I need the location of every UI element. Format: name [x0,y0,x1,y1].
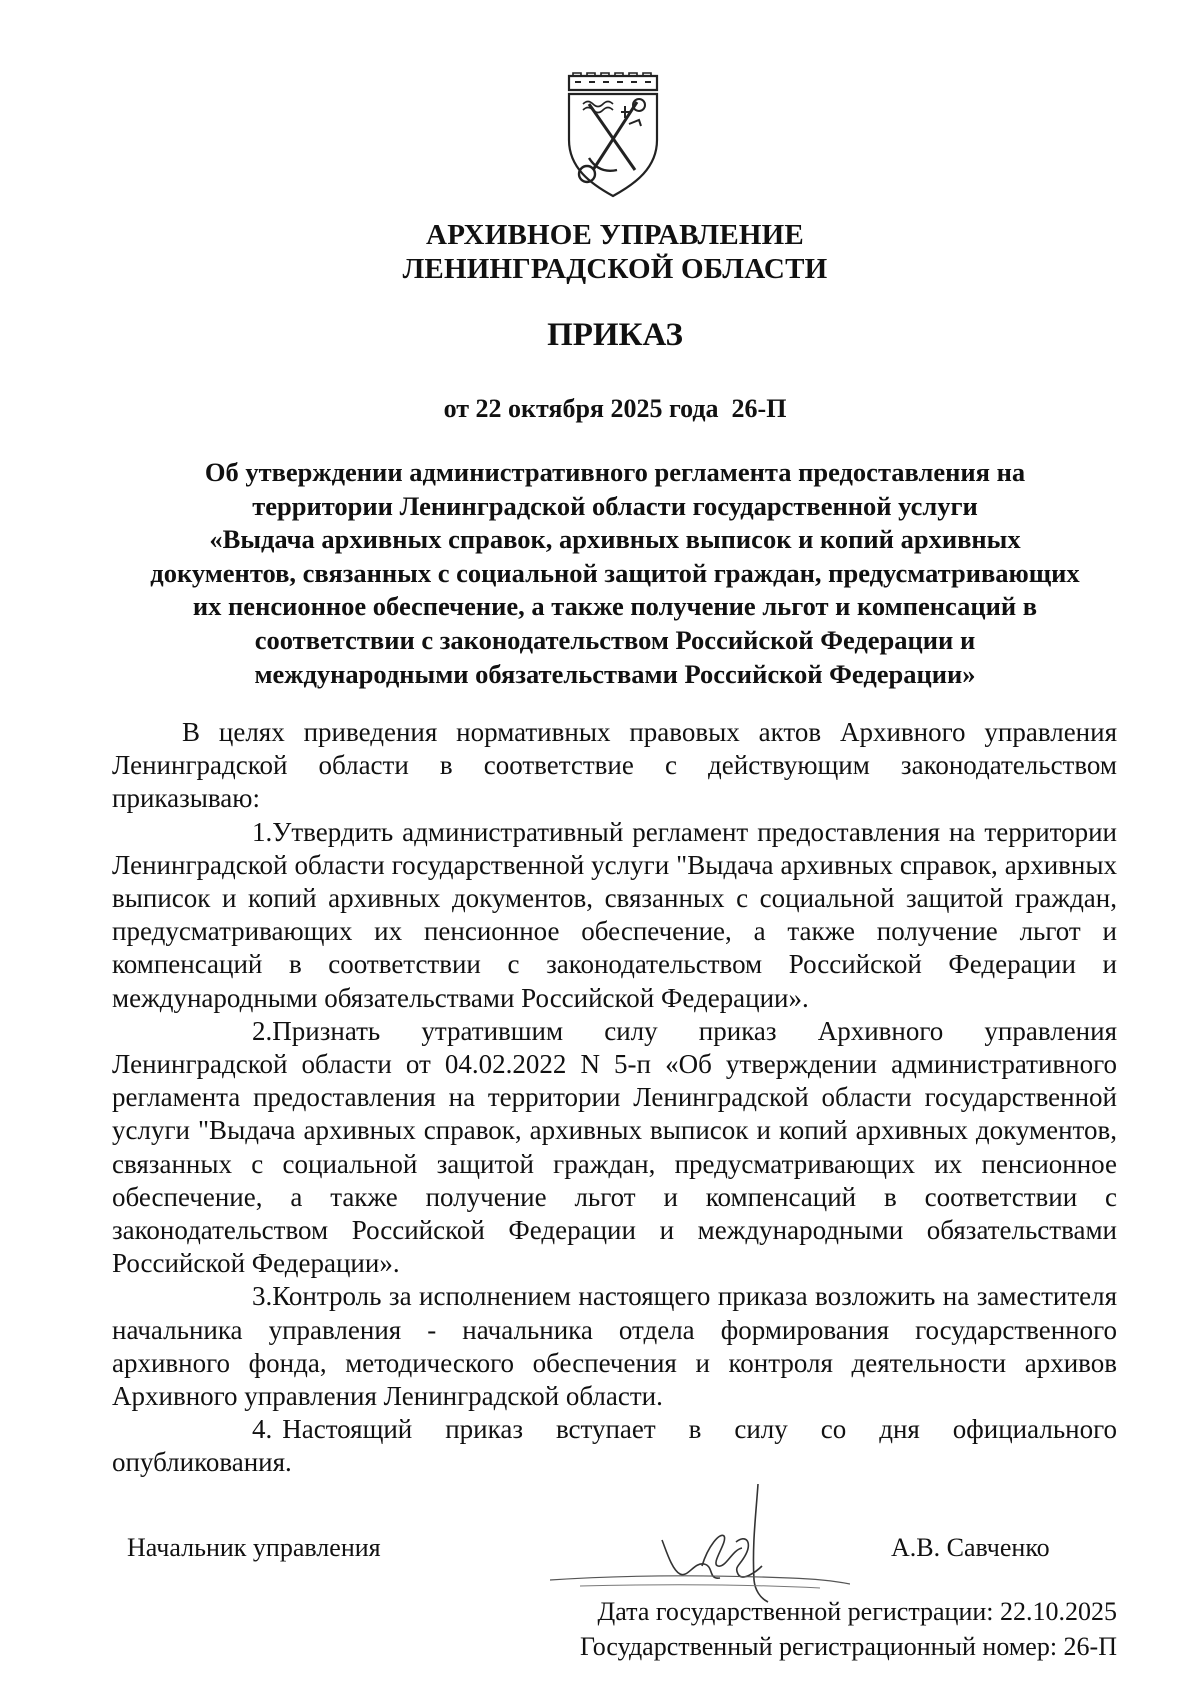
organization-line-1: АРХИВНОЕ УПРАВЛЕНИЕ [426,219,804,251]
signer-name: А.В. Савченко [891,1533,1050,1562]
order-item-3 [112,1280,1117,1413]
handwritten-signature-icon [550,1478,850,1608]
organization-name [0,218,1200,286]
coat-of-arms-icon [563,72,663,198]
document-subject [112,456,1118,691]
registration-block [480,1594,1117,1664]
subject-line: документов, связанных с социальной защитой граждан, предусматривающих [150,557,1080,588]
subject-line: Об утверждении административного регламента предоставления на [204,457,1026,487]
registration-number: Государственный регистрационный номер: 26-П [580,1632,1117,1661]
item-number: 4. [252,1414,273,1445]
item-text: Контроль за исполнением настоящего приказа возложить на заместителя начальника управления - начальника отдела формирования государственного архивного фонда, методического обеспечения и контроля деятельности архивов Архивного управления Ленинградской области. [112,1281,1117,1412]
organization-line-2: ЛЕНИНГРАДСКОЙ ОБЛАСТИ [402,253,828,285]
date-line: от 22 октября 2025 года 26-П [443,394,787,423]
item-text: Настоящий приказ вступает в силу со дня официального опубликования. [112,1414,1117,1478]
registration-date: Дата государственной регистрации: 22.10.2025 [597,1597,1117,1626]
preamble-paragraph: В целях приведения нормативных правовых актов Архивного управления Ленинградской области в соответствие с действующим законодательством приказываю: [112,717,1117,814]
document-body [112,716,1117,1480]
document-date-number [0,393,1200,425]
item-number: 2. [252,1015,273,1046]
subject-line: международными обязательствами Российской Федерации» [254,658,976,689]
subject-line: территории Ленинградской области государственной услуги [252,490,978,521]
document-type: ПРИКАЗ [547,317,683,353]
item-text: Признать утратившим силу приказ Архивного управления Ленинградской области от 04.02.2022 N 5-п «Об утверждении административного регламента предоставления на территории Ленинградской области государственной услуги "Выдача архивных справок, архивных выписок и копий архивных документов, связанных с социальной защитой граждан, предусматривающих их пенсионное обеспечение, а также получение льгот и компенсаций в соответствии с законодательством Российской Федерации и международными обязательствами Российской Федерации». [112,1015,1117,1279]
order-item-4 [112,1413,1117,1479]
signer-title: Начальник управления [127,1533,381,1562]
item-number: 3. [252,1281,273,1312]
order-item-2 [112,1015,1117,1281]
subject-line: соответствии с законодательством Российской Федерации и [254,624,976,655]
item-number: 1. [252,816,273,847]
item-text: Утвердить административный регламент предоставления на территории Ленинградской области государственной услуги "Выдача архивных справок, архивных выписок и копий архивных документов, связанных с социальной защитой граждан, предусматривающих их пенсионное обеспечение, а также получение льгот и компенсаций в соответствии с законодательством Российской Федерации и международными обязательствами Российской Федерации». [112,816,1117,1013]
subject-line: «Выдача архивных справок, архивных выписок и копий архивных [209,524,1021,555]
order-item-1 [112,816,1117,1015]
subject-line: их пенсионное обеспечение, а также получение льгот и компенсаций в [192,591,1038,622]
